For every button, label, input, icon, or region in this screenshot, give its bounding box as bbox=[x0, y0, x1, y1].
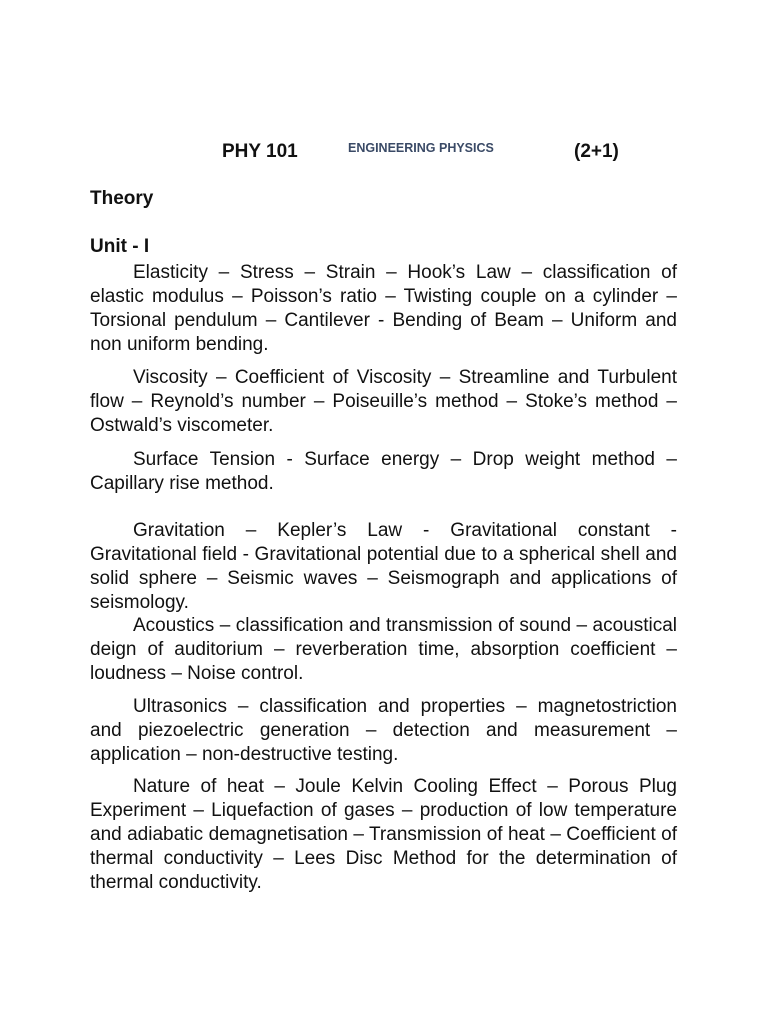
unit-heading: Unit - I bbox=[90, 236, 150, 257]
paragraph-viscosity: Viscosity – Coefficient of Viscosity – Streamline and Turbulent flow – Reynold’s number – Poiseuille’s method – Stoke’s method – Ostwald’s viscometer. bbox=[90, 367, 677, 436]
section-heading: Theory bbox=[90, 188, 154, 209]
course-credits: (2+1) bbox=[574, 141, 619, 162]
course-header bbox=[0, 139, 768, 169]
paragraph-surface-tension: Surface Tension - Surface energy – Drop weight method – Capillary rise method. bbox=[90, 449, 677, 494]
course-code: PHY 101 bbox=[222, 141, 298, 162]
course-title: ENGINEERING PHYSICS bbox=[348, 141, 494, 155]
paragraph-gravitation: Gravitation – Kepler’s Law - Gravitational constant - Gravitational field - Gravitational potential due to a spherical shell and solid sphere – Seismic waves – Seismograph and applications of seismology. bbox=[90, 520, 677, 613]
paragraph-elasticity: Elasticity – Stress – Strain – Hook’s Law – classification of elastic modulus – Poisson’s ratio – Twisting couple on a cylinder – Torsional pendulum – Cantilever - Bending of Beam – Uniform and non uniform bending. bbox=[90, 262, 677, 355]
paragraph-ultrasonics: Ultrasonics – classification and properties – magnetostriction and piezoelectric generation – detection and measurement – application – non-destructive testing. bbox=[90, 696, 677, 765]
paragraph-acoustics: Acoustics – classification and transmission of sound – acoustical deign of auditorium – reverberation time, absorption coefficient – loudness – Noise control. bbox=[90, 615, 677, 684]
paragraph-heat: Nature of heat – Joule Kelvin Cooling Effect – Porous Plug Experiment – Liquefaction of gases – production of low temperature and adiabatic demagnetisation – Transmission of heat – Coefficient of thermal conductivity – Lees Disc Method for the determination of thermal conductivity. bbox=[90, 776, 677, 893]
